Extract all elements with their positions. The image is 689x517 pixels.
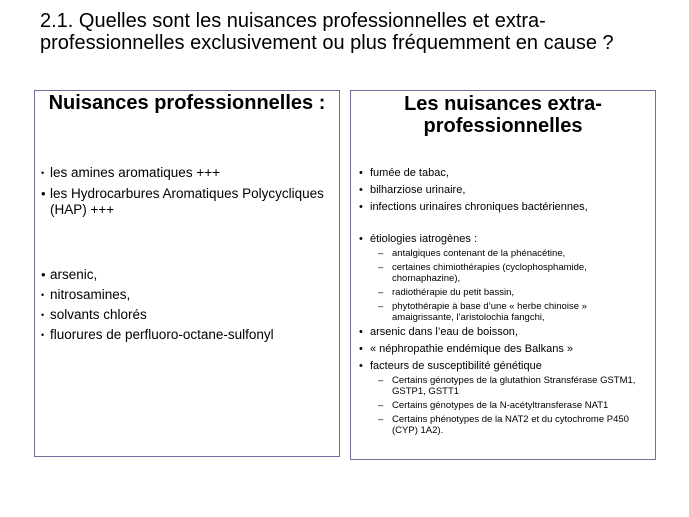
iatrogenic-list [358,232,649,323]
bullet-icon: • [41,168,45,178]
iatrogenic-sublist [358,248,649,323]
dash-icon: – [378,287,384,298]
list-item: • nitrosamines, [41,287,131,302]
list-item: • facteurs de susceptibilité génétique – Certains génotypes de la glutathion Stransférase GSTM1, GSTP1, GSTT1 – Certains génotypes de la N-acétyltransferase NAT1 – Certains phénotypes de la NAT2 et du cytochrome P450 (CYP) 1A2). [358,359,649,436]
dash-icon: – [378,248,384,259]
non-occupational-hazards-heading: Les nuisances extra-professionnelles [404,93,602,137]
list-item: – antalgiques contenant de la phénacétine, [378,248,566,259]
dash-icon: – [378,375,384,386]
dash-icon: – [378,400,384,411]
occupational-hazards-heading: Nuisances professionnelles : [48,92,326,114]
list-item: – Certains génotypes de la N-acétyltransferase NAT1 [378,400,609,411]
list-item: • les amines aromatiques +++ [41,165,220,180]
bullet-icon: • [41,186,46,201]
slide-title: 2.1. Quelles sont les nuisances professionnelles et extra-professionnelles exclusivement ou plus fréquemment en cause ? [40,10,614,54]
dash-icon: – [378,262,384,273]
non-occupational-hazards-box [350,90,656,460]
list-item: • bilharziose urinaire, [359,184,466,196]
list-item: – radiothérapie du petit bassin, [378,287,514,298]
list-item: • solvants chlorés [41,307,147,322]
dash-icon: – [378,414,384,425]
occupational-list-group2 [41,267,333,343]
occupational-list-group1 [41,165,333,218]
list-item: – phytothérapie à base d’une « herbe chinoise » amaigrissante, l’aristolochia fangchi, [378,301,587,323]
susceptibility-sublist [358,375,649,436]
bullet-icon: • [359,184,363,196]
bullet-icon: • [359,326,363,338]
list-item: – certaines chimiothérapies (cyclophosphamide, chornaphazine), [378,262,587,284]
bullet-icon: • [359,233,363,245]
bullet-icon: • [41,330,45,340]
list-item: – Certains génotypes de la glutathion Stransférase GSTM1, GSTP1, GSTT1 [378,375,636,397]
list-item: • fumée de tabac, [359,167,449,179]
bullet-icon: • [41,290,45,300]
bullet-icon: • [41,310,45,320]
list-item: • fluorures de perfluoro-octane-sulfonyl [41,327,274,342]
list-item: • arsenic, [41,267,98,282]
occupational-hazards-box [34,90,340,457]
non-occupational-list-a [358,166,649,214]
bullet-icon: • [359,343,363,355]
list-item: • arsenic dans l’eau de boisson, [359,326,518,338]
bullet-icon: • [359,167,363,179]
list-item: • « néphropathie endémique des Balkans » [359,343,574,355]
non-occupational-list-b [358,325,649,436]
bullet-icon: • [359,201,363,213]
bullet-icon: • [41,267,46,282]
dash-icon: – [378,301,384,312]
list-item: • les Hydrocarbures Aromatiques Polycycliques (HAP) +++ [41,186,324,217]
list-item: – Certains phénotypes de la NAT2 et du cytochrome P450 (CYP) 1A2). [378,414,629,436]
list-item: • infections urinaires chroniques bactériennes, [359,201,588,213]
bullet-icon: • [359,360,363,372]
list-item: • étiologies iatrogènes : – antalgiques contenant de la phénacétine, – certaines chimiothérapies (cyclophosphamide, chornaphazine), – radiothérapie du petit bassin, – phytothérapie à base d’une « herbe chinoise » amaigrissante, l’aristolochia fangchi, [358,232,649,323]
